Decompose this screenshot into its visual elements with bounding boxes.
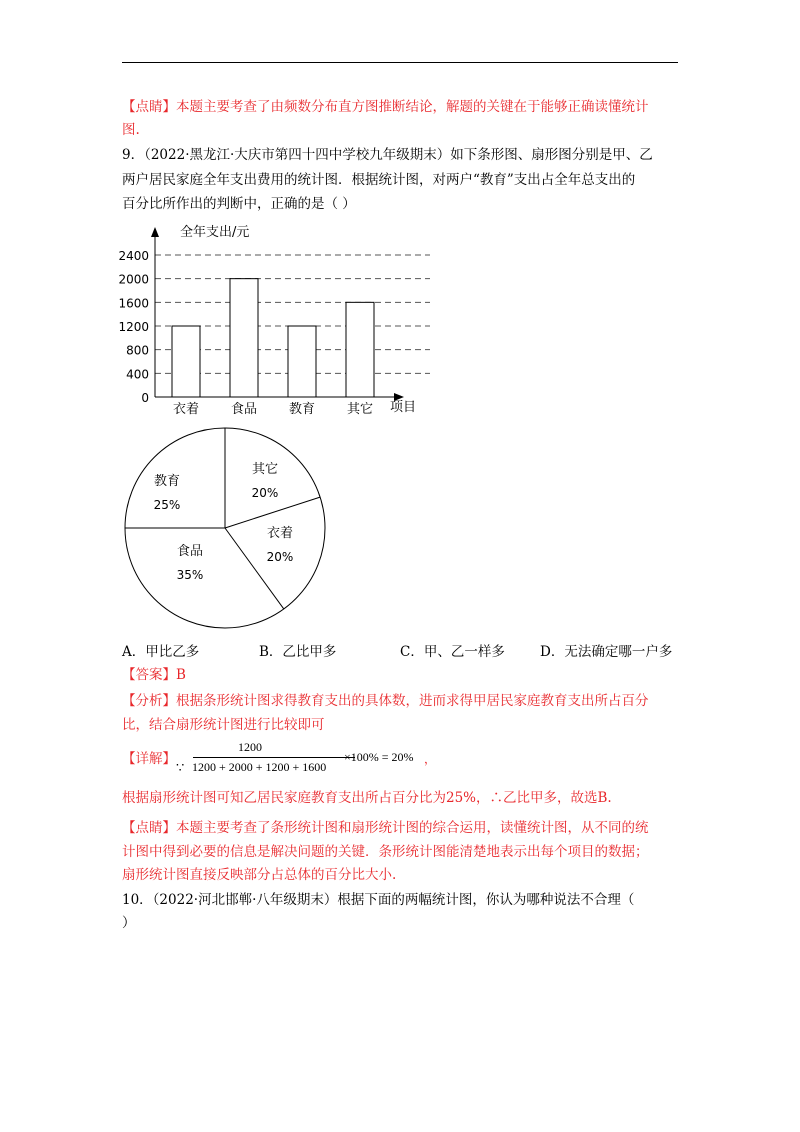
header-rule (122, 62, 678, 63)
pie-pct-食品: 35% (176, 568, 204, 582)
y-tick-label: 2400 (118, 249, 149, 263)
y-tick-label: 800 (126, 343, 149, 358)
option-c[interactable]: C．甲、乙一样多 (400, 644, 505, 660)
y-axis-label: 全年支出/元 (180, 225, 250, 240)
because-symbol: ∵ (176, 760, 185, 775)
bar-其它 (346, 302, 374, 397)
x-tick-label: 衣着 (172, 402, 200, 417)
pie-pct-教育: 25% (153, 498, 181, 512)
prev-note-line2: 图. (122, 122, 140, 138)
answer: 【答案】B (122, 667, 186, 683)
pie-label-教育: 教育 (153, 474, 181, 489)
pie-pct-其它: 20% (251, 486, 279, 500)
bar-chart (100, 215, 430, 420)
pie-label-其它: 其它 (251, 462, 279, 477)
y-tick-label: 1200 (118, 320, 149, 334)
q9-line2: 两户居民家庭全年支出费用的统计图．根据统计图，对两户“教育”支出占全年总支出的 (122, 172, 636, 188)
pie-label-衣着: 衣着 (266, 526, 294, 541)
note-line1: 【点睛】本题主要考查了条形统计图和扇形统计图的综合运用，读懂统计图，从不同的统 (122, 820, 649, 836)
note-line2: 计图中得到必要的信息是解决问题的关键．条形统计图能清楚地表示出每个项目的数据； (122, 844, 649, 860)
y-tick-label: 0 (141, 391, 149, 405)
pie-label-食品: 食品 (176, 544, 204, 559)
fraction-bar (193, 757, 355, 758)
detail-label: 【详解】 (122, 751, 176, 767)
q10-line2: ） (122, 915, 136, 931)
y-axis-arrow (151, 227, 159, 237)
fraction-denominator: 1200 + 2000 + 1200 + 1600 (192, 760, 327, 774)
detail-conclusion: 根据扇形统计图可知乙居民家庭教育支出所占百分比为25%，∴乙比甲多，故选B. (122, 790, 612, 806)
x-tick-label: 食品 (230, 402, 258, 417)
y-tick-label: 400 (126, 367, 149, 382)
q9-line3: 百分比所作出的判断中，正确的是（ ） (122, 196, 356, 212)
bar-衣着 (172, 326, 200, 397)
x-axis-label: 项目 (390, 400, 417, 415)
y-tick-label: 1600 (118, 296, 149, 311)
note-line3: 扇形统计图直接反映部分占总体的百分比大小. (122, 867, 397, 883)
option-b[interactable]: B．乙比甲多 (259, 644, 337, 660)
q10-line1: 10．（2022·河北邯郸·八年级期末）根据下面的两幅统计图，你认为哪种说法不合理（ (122, 892, 635, 908)
x-tick-label: 其它 (346, 402, 374, 417)
option-a[interactable]: A．甲比乙多 (122, 644, 200, 660)
fraction-result: ×100% = 20% (344, 750, 414, 764)
detail-comma: ， (424, 752, 437, 766)
y-tick-label: 2000 (118, 272, 149, 287)
option-d[interactable]: D．无法确定哪一户多 (540, 644, 673, 660)
q9-line1: 9．（2022·黑龙江·大庆市第四十四中学校九年级期末）如下条形图、扇形图分别是甲、乙 (122, 147, 653, 163)
analysis-line1: 【分析】根据条形统计图求得教育支出的具体数，进而求得甲居民家庭教育支出所占百分 (122, 693, 649, 709)
prev-note-line1: 【点睛】本题主要考查了由频数分布直方图推断结论，解题的关键在于能够正确读懂统计 (122, 99, 649, 115)
analysis-line2: 比，结合扇形统计图进行比较即可 (122, 717, 325, 733)
fraction-numerator: 1200 (238, 740, 262, 754)
pie-pct-衣着: 20% (266, 550, 294, 564)
bar-食品 (230, 279, 258, 397)
bar-教育 (288, 326, 316, 397)
pie-chart (120, 423, 330, 633)
x-tick-label: 教育 (288, 402, 316, 417)
